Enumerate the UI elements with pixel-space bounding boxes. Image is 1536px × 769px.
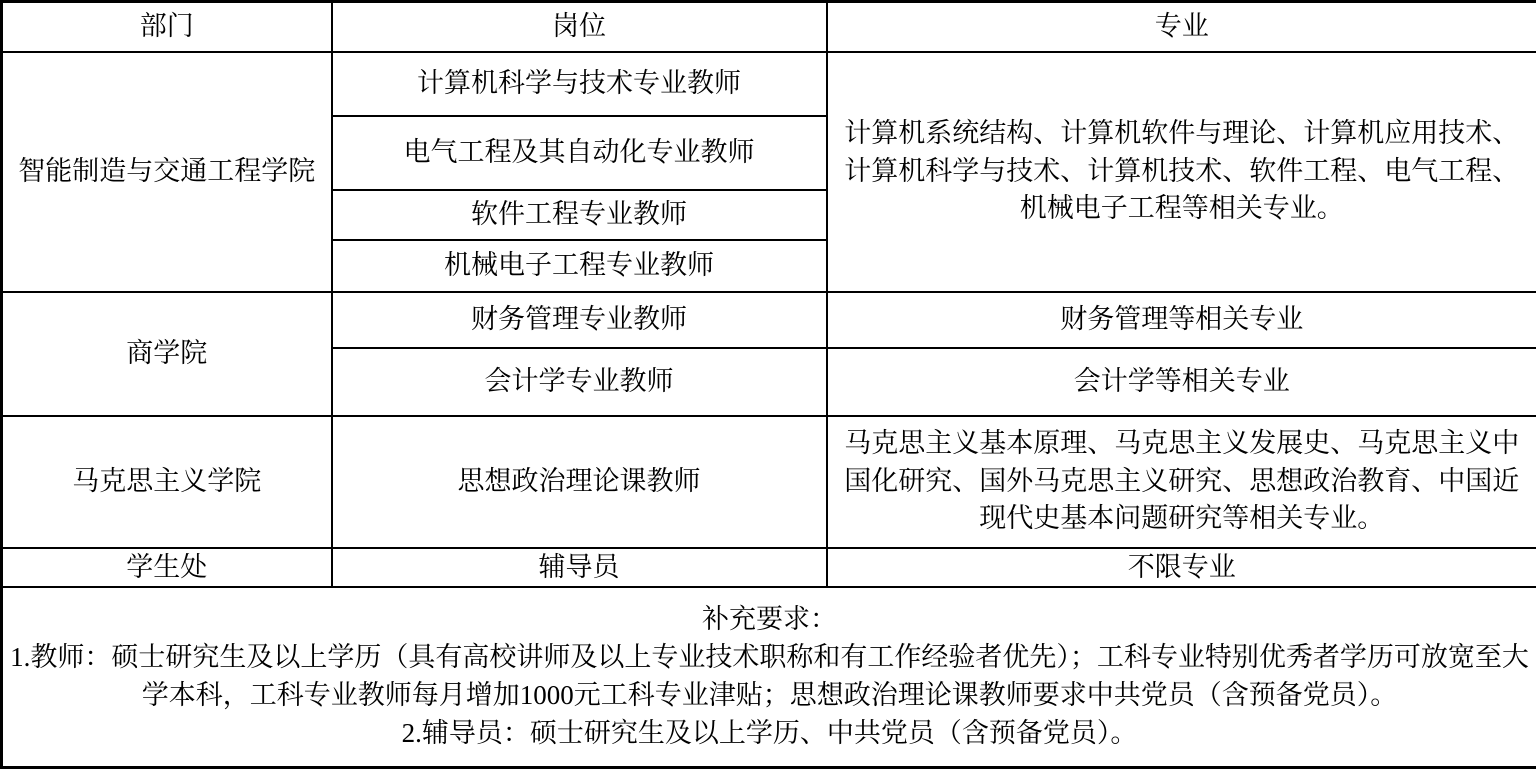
header-major: 专业 [827,2,1536,52]
header-department: 部门 [2,2,332,52]
major-cell-accounting: 会计学等相关专业 [827,348,1536,416]
table-row [2,416,1536,548]
position-cell-finance-teacher: 财务管理专业教师 [332,292,827,348]
major-cell-marxism: 马克思主义基本原理、马克思主义发展史、马克思主义中国化研究、国外马克思主义研究、思想政治教育、中国近现代史基本问题研究等相关专业。 [827,416,1536,548]
position-cell-cs-teacher: 计算机科学与技术专业教师 [332,52,827,116]
notes-title: 补充要求： [702,604,837,635]
header-row [2,2,1536,52]
position-cell-counselor: 辅导员 [332,548,827,588]
department-cell-business: 商学院 [2,292,332,416]
table-row [2,292,1536,348]
table-row [2,52,1536,116]
position-cell-mechatronics-teacher: 机械电子工程专业教师 [332,240,827,292]
position-cell-ideology-teacher: 思想政治理论课教师 [332,416,827,548]
position-cell-electrical-teacher: 电气工程及其自动化专业教师 [332,116,827,190]
notes-item-counselor: 2.辅导员：硕士研究生及以上学历、中共党员（含预备党员）。 [401,717,1138,748]
notes-item-teacher: 1.教师：硕士研究生及以上学历（具有高校讲师及以上专业技术职称和有工作经验者优先）；工科专业特别优秀者学历可放宽至大学本科，工科专业教师每月增加1000元工科专业津贴；思想政治理论课教师要求中共党员（含预备党员）。 [10,642,1529,711]
department-cell-student-affairs: 学生处 [2,548,332,588]
header-position: 岗位 [332,2,827,52]
table-row [2,548,1536,588]
department-cell-engineering: 智能制造与交通工程学院 [2,52,332,292]
major-cell-engineering: 计算机系统结构、计算机软件与理论、计算机应用技术、计算机科学与技术、计算机技术、软件工程、电气工程、机械电子工程等相关专业。 [827,52,1536,292]
notes-row [2,587,1536,767]
supplementary-requirements [2,587,1536,767]
major-cell-unrestricted: 不限专业 [827,548,1536,588]
department-cell-marxism: 马克思主义学院 [2,416,332,548]
major-cell-finance: 财务管理等相关专业 [827,292,1536,348]
position-cell-accounting-teacher: 会计学专业教师 [332,348,827,416]
position-cell-software-teacher: 软件工程专业教师 [332,190,827,240]
